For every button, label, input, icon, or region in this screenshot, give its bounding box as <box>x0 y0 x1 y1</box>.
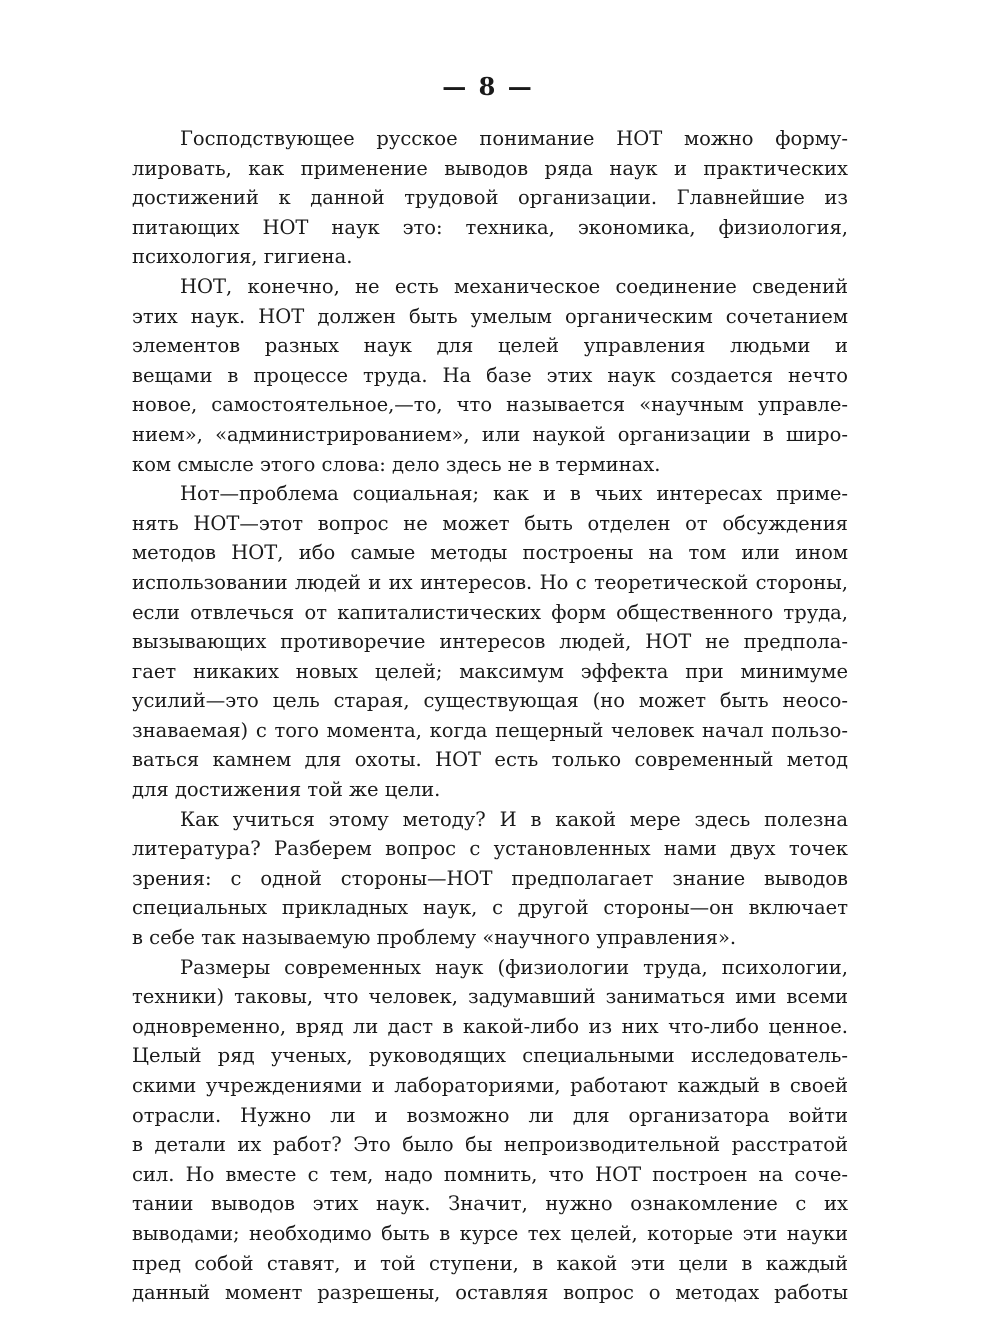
page-number: — 8 — <box>442 72 534 101</box>
text-line: усилий—это цель старая, существующая (но может быть неосо- <box>132 689 848 713</box>
text-line: если отвлечься от капиталистических форм общественного труда, <box>132 600 848 624</box>
text-line: тании выводов этих наук. Значит, нужно ознакомление с их <box>132 1192 848 1216</box>
text-line: вещами в процессе труда. На базе этих наук создается нечто <box>132 363 848 387</box>
text-line: сил. Но вместе с тем, надо помнить, что НОТ построен на соче- <box>132 1162 848 1186</box>
text-line: пред собой ставят, и той ступени, в какой эти цели в каждый <box>132 1251 848 1275</box>
text-line: данный момент разрешены, оставляя вопрос о методах работы <box>132 1281 848 1305</box>
text-line: одновременно, вряд ли даст в какой-либо из них что-либо ценное. <box>132 1014 848 1038</box>
text-line: для достижения той же цели. <box>132 778 441 802</box>
text-line: Целый ряд ученых, руководящих специальными исследователь- <box>132 1044 848 1068</box>
text-line: ком смысле этого слова: дело здесь не в терминах. <box>132 452 661 476</box>
text-line: зрения: с одной стороны—НОТ предполагает знание выводов <box>132 866 848 890</box>
paragraph <box>132 805 848 953</box>
text-line: новое, самостоятельное,—то, что называется «научным управле- <box>132 393 848 417</box>
text-line: нять НОТ—этот вопрос не может быть отделен от обсуждения <box>132 511 848 535</box>
paragraph <box>132 953 848 1308</box>
paragraph <box>132 124 848 272</box>
text-line: специальных прикладных наук, с другой стороны—он включает <box>132 896 848 920</box>
text-line: гает никаких новых целей; максимум эффекта при минимуме <box>132 659 848 683</box>
paragraph <box>132 479 848 805</box>
text-line: техники) таковы, что человек, задумавший заниматься ими всеми <box>132 985 848 1009</box>
text-line: выводами; необходимо быть в курсе тех целей, которые эти науки <box>132 1221 848 1245</box>
text-line: НОТ, конечно, не есть механическое соединение сведений <box>180 274 848 298</box>
text-line: психология, гигиена. <box>132 245 353 269</box>
text-line: питающих НОТ наук это: техника, экономика, физиология, <box>132 215 848 239</box>
page-body <box>132 124 848 1308</box>
text-line: Размеры современных наук (физиологии труда, психологии, <box>180 955 848 979</box>
text-line: отрасли. Нужно ли и возможно ли для организатора войти <box>132 1103 848 1127</box>
text-line: Нот—проблема социальная; как и в чьих интересах приме- <box>180 482 848 506</box>
text-line: методов НОТ, ибо самые методы построены на том или ином <box>132 541 848 565</box>
text-line: знаваемая) с того момента, когда пещерный человек начал пользо- <box>132 718 848 742</box>
text-line: вызывающих противоречие интересов людей, НОТ не предпола- <box>132 630 848 654</box>
text-line: скими учреждениями и лабораториями, работают каждый в своей <box>132 1074 848 1097</box>
text-line: в детали их работ? Это было бы непроизводительной расстратой <box>132 1133 848 1157</box>
text-line: Господствующее русское понимание НОТ можно форму- <box>180 127 848 150</box>
text-line: этих наук. НОТ должен быть умелым органическим сочетанием <box>132 304 848 328</box>
text-line: нием», «администрированием», или наукой организации в широ- <box>132 422 848 446</box>
text-line: ваться камнем для охоты. НОТ есть только современный метод <box>132 748 848 772</box>
text-line: Как учиться этому методу? И в какой мере здесь полезна <box>180 807 848 831</box>
text-line: лировать, как применение выводов ряда наук и практических <box>132 156 848 180</box>
text-line: использовании людей и их интересов. Но с теоретической стороны, <box>132 570 848 594</box>
text-line: элементов разных наук для целей управления людьми и <box>132 334 848 358</box>
paragraph <box>132 272 848 479</box>
text-line: достижений к данной трудовой организации. Главнейшие из <box>132 186 848 210</box>
text-line: в себе так называемую проблему «научного управления». <box>132 926 737 950</box>
text-line: литература? Разберем вопрос с установленных нами двух точек <box>132 837 848 861</box>
